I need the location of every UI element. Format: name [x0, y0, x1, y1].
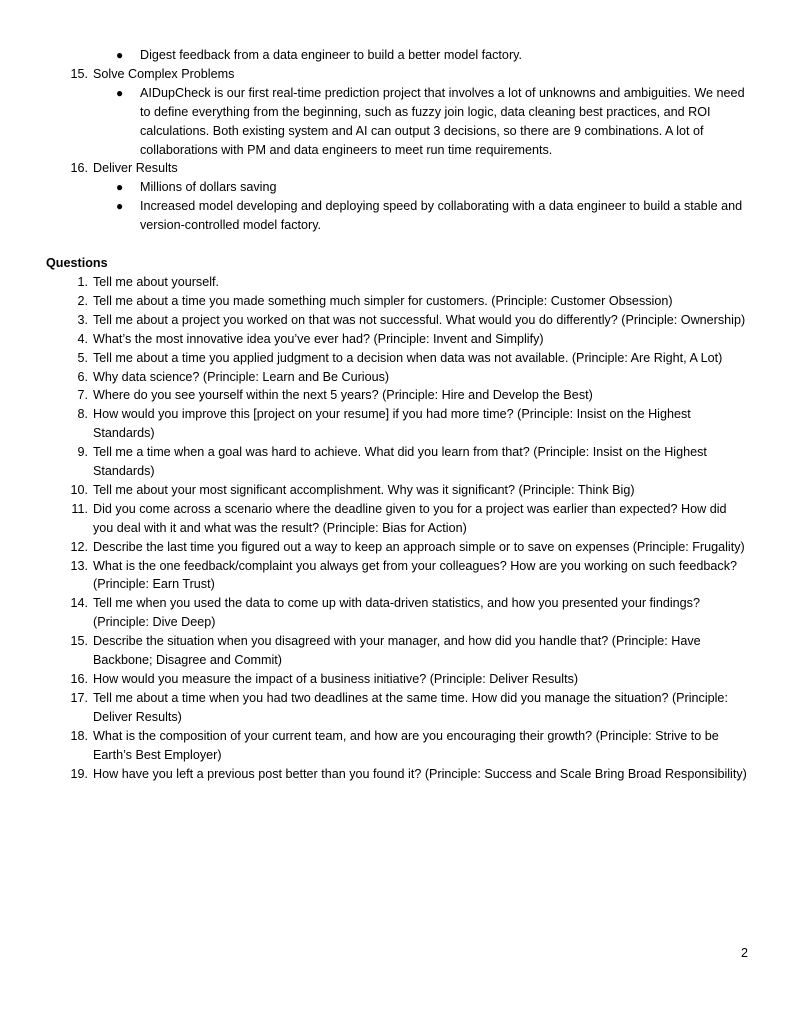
question-item [46, 349, 750, 368]
question-text: What is the one feedback/complaint you always get from your colleagues? How are you working on such feedback? (Principle: Earn Trust) [93, 558, 738, 592]
question-item [46, 405, 750, 443]
bullet-list [46, 84, 750, 160]
item-title: Solve Complex Problems [93, 66, 235, 81]
question-text: How would you measure the impact of a business initiative? (Principle: Deliver Results) [93, 672, 579, 686]
question-item [46, 765, 750, 784]
item-title: Deliver Results [93, 161, 178, 176]
question-text: Tell me about a time you made something much simpler for customers. (Principle: Customer Obsession) [93, 293, 673, 308]
list-item-solve-complex-problems [46, 65, 750, 84]
question-number: 18. [70, 728, 88, 743]
top-numbered-list [46, 159, 750, 178]
question-text: What’s the most innovative idea you’ve ever had? (Principle: Invent and Simplify) [93, 331, 544, 346]
bullet-icon: ● [116, 85, 124, 100]
question-text: Tell me about yourself. [93, 274, 219, 289]
question-item [46, 330, 750, 349]
question-item [46, 500, 750, 538]
question-text: Tell me when you used the data to come up with data-driven statistics, and how you presented your findings? (Principle: Dive Deep) [93, 596, 700, 630]
page-number: 2 [740, 946, 748, 960]
list-item-deliver-results [46, 159, 750, 178]
bullet-text: AIDupCheck is our first real-time prediction project that involves a lot of unknowns and ambiguities. We need to define everything from the beginning, such as fuzzy join logic, data cleaning best practices, and ROI calculations. Both existing system and AI can output 3 decisions, so there are 9 combinations. A lot of collaborations with PM and data engineers to meet run time requirements. [140, 85, 745, 157]
question-number: 9. [77, 445, 88, 460]
question-text: Tell me about a time you applied judgment to a decision when data was not available. (Principle: Are Right, A Lot) [93, 350, 723, 365]
question-item [46, 727, 750, 765]
question-number: 3. [77, 312, 88, 327]
question-item [46, 594, 750, 632]
lead-bullet-list [46, 46, 750, 65]
question-text: Why data science? (Principle: Learn and Be Curious) [93, 369, 390, 384]
question-text: Where do you see yourself within the next 5 years? (Principle: Hire and Develop the Best) [93, 388, 593, 403]
question-number: 10. [70, 482, 88, 497]
question-item [46, 292, 750, 311]
top-numbered-list [46, 65, 750, 84]
question-item [46, 368, 750, 387]
question-number: 8. [77, 407, 88, 422]
question-text: How have you left a previous post better than you found it? (Principle: Success and Scale Bring Broad Responsibility) [93, 766, 747, 781]
bullet-icon: ● [116, 199, 124, 214]
questions-list [46, 273, 750, 783]
question-text: Describe the situation when you disagreed with your manager, and how did you handle that? (Principle: Have Backbone; Disagree and Commit) [93, 634, 701, 668]
question-number: 6. [77, 369, 88, 384]
question-number: 19. [70, 766, 88, 781]
bullet-item [46, 178, 750, 197]
question-item [46, 538, 750, 557]
question-number: 2. [77, 293, 88, 308]
question-item [46, 632, 750, 670]
question-text: Tell me a time when a goal was hard to achieve. What did you learn from that? (Principle: Insist on the Highest Standards) [93, 445, 707, 479]
question-item [46, 443, 750, 481]
question-number: 5. [77, 350, 88, 365]
question-item [46, 481, 750, 500]
bullet-icon: ● [116, 48, 124, 62]
question-text: Tell me about your most significant accomplishment. Why was it significant? (Principle: Think Big) [93, 482, 635, 497]
bullet-list [46, 178, 750, 235]
questions-heading: Questions [46, 256, 108, 271]
question-item [46, 386, 750, 405]
bullet-icon: ● [116, 180, 124, 195]
bullet-text: Digest feedback from a data engineer to build a better model factory. [140, 48, 522, 62]
question-number: 13. [70, 558, 88, 573]
bullet-item [46, 46, 750, 65]
bullet-text: Millions of dollars saving [140, 180, 277, 195]
question-text: Did you come across a scenario where the deadline given to you for a project was earlier than expected? How did you deal with it and what was the result? (Principle: Bias for Action) [93, 501, 727, 535]
bullet-text: Increased model developing and deploying speed by collaborating with a data engineer to build a stable and version-controlled model factory. [140, 199, 743, 233]
question-item [46, 689, 750, 727]
question-text: Tell me about a project you worked on that was not successful. What would you do differently? (Principle: Ownership) [93, 312, 746, 327]
bullet-item [46, 197, 750, 235]
bullet-item [46, 84, 750, 160]
question-number: 15. [70, 634, 88, 649]
item-number: 15. [70, 66, 88, 81]
question-number: 1. [77, 274, 88, 289]
question-text: What is the composition of your current team, and how are you encouraging their growth? (Principle: Strive to be Earth’s Best Employer) [93, 728, 719, 762]
page-content [46, 46, 750, 783]
question-number: 11. [71, 501, 88, 516]
item-number: 16. [70, 161, 88, 176]
question-item [46, 670, 750, 689]
question-item [46, 557, 750, 595]
question-number: 4. [77, 331, 88, 346]
question-item [46, 311, 750, 330]
question-number: 17. [70, 690, 88, 705]
question-number: 7. [77, 388, 88, 403]
question-text: How would you improve this [project on your resume] if you had more time? (Principle: Insist on the Highest Standards) [93, 407, 691, 441]
question-number: 12. [70, 539, 88, 554]
question-item [46, 273, 750, 292]
question-number: 16. [70, 672, 88, 686]
question-text: Describe the last time you figured out a way to keep an approach simple or to save on expenses (Principle: Frugality) [93, 539, 745, 554]
question-number: 14. [70, 596, 88, 611]
question-text: Tell me about a time when you had two deadlines at the same time. How did you manage the situation? (Principle: Deliver Results) [93, 690, 728, 724]
